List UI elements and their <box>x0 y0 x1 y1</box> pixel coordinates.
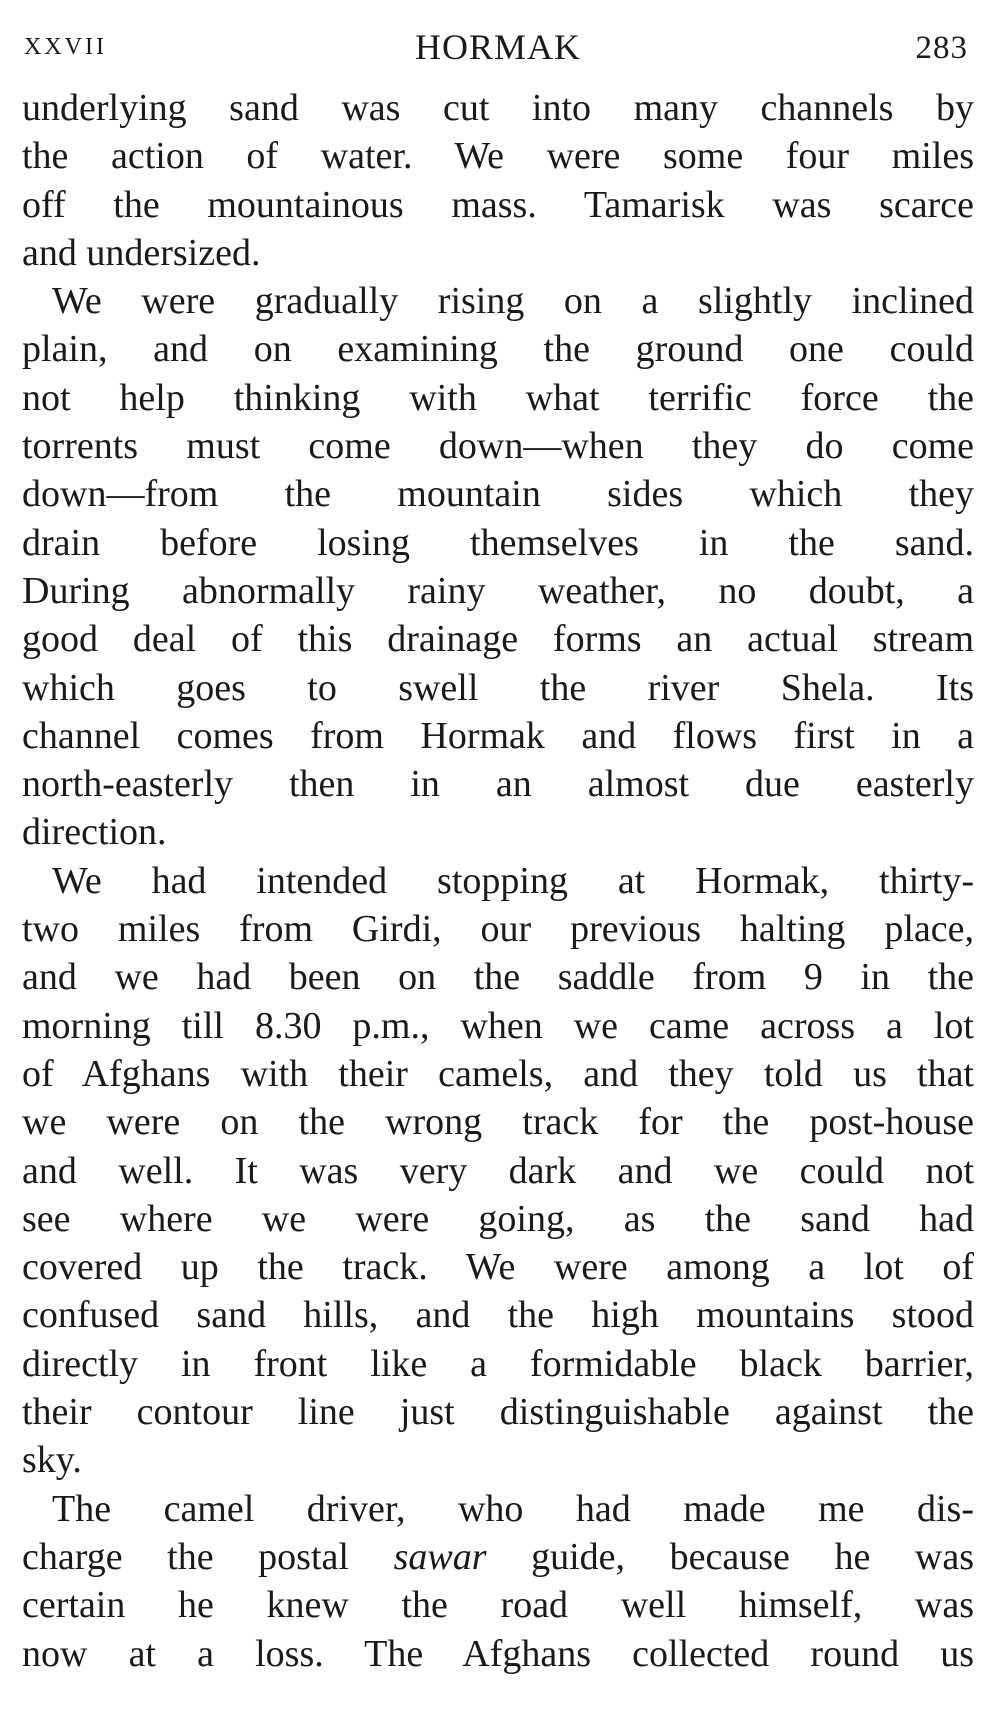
running-head <box>22 22 974 78</box>
chapter-title: HORMAK <box>414 27 581 67</box>
text-line: their contour line just distinguishable against the <box>22 1391 974 1434</box>
text-line-with-italic <box>22 1533 974 1581</box>
text-line: certain he knew the road well himself, was <box>22 1584 974 1627</box>
text-line: not help thinking with what terrific force the <box>22 376 974 419</box>
text-line: sky. <box>22 1439 82 1482</box>
text-line: We had intended stopping at Hormak, thirty- <box>52 859 974 902</box>
text-line: off the mountainous mass. Tamarisk was scarce <box>22 183 974 226</box>
text-line: drain before losing themselves in the sand. <box>22 521 974 564</box>
paragraph-1 <box>22 84 974 277</box>
paragraph-2 <box>22 277 974 857</box>
text-line: torrents must come down—when they do come <box>22 425 974 468</box>
text-line: the action of water. We were some four miles <box>22 135 974 178</box>
text-line: directly in front like a formidable black barrier, <box>22 1342 974 1385</box>
text-line: and undersized. <box>22 231 261 274</box>
text-line: two miles from Girdi, our previous halting place, <box>22 908 974 951</box>
text-line: see where we were going, as the sand had <box>22 1197 974 1240</box>
text-line: confused sand hills, and the high mountains stood <box>22 1294 974 1337</box>
text-line: and we had been on the saddle from 9 in the <box>22 956 974 999</box>
text-line: underlying sand was cut into many channels by <box>22 87 974 129</box>
text-line: The camel driver, who had made me dis- <box>52 1487 974 1530</box>
book-page <box>22 22 974 1678</box>
text-line: plain, and on examining the ground one could <box>22 328 974 371</box>
paragraph-3 <box>22 857 974 1485</box>
text-segment: guide, because he was <box>486 1535 975 1578</box>
text-line: direction. <box>22 811 167 854</box>
chapter-number: XXVII <box>24 34 107 60</box>
page-number: 283 <box>915 30 968 66</box>
italic-word: sawar <box>393 1535 487 1578</box>
body-text <box>22 84 974 1678</box>
text-line: we were on the wrong track for the post-house <box>22 1101 974 1144</box>
text-line: channel comes from Hormak and flows first in a <box>22 714 974 757</box>
text-line: of Afghans with their camels, and they told us that <box>22 1052 974 1095</box>
text-line: morning till 8.30 p.m., when we came across a lot <box>22 1004 974 1047</box>
text-line: and well. It was very dark and we could not <box>22 1149 974 1192</box>
text-segment: charge the postal <box>22 1535 394 1578</box>
text-line: north-easterly then in an almost due easterly <box>22 763 974 806</box>
text-line: We were gradually rising on a slightly inclined <box>52 280 974 323</box>
paragraph-4 <box>22 1485 974 1678</box>
text-line: down—from the mountain sides which they <box>22 473 974 516</box>
text-line: good deal of this drainage forms an actual stream <box>22 618 974 661</box>
text-line: which goes to swell the river Shela. Its <box>22 666 974 709</box>
text-line: covered up the track. We were among a lot of <box>22 1246 974 1289</box>
text-line: During abnormally rainy weather, no doubt, a <box>22 569 974 612</box>
text-line: now at a loss. The Afghans collected round us <box>22 1632 974 1675</box>
